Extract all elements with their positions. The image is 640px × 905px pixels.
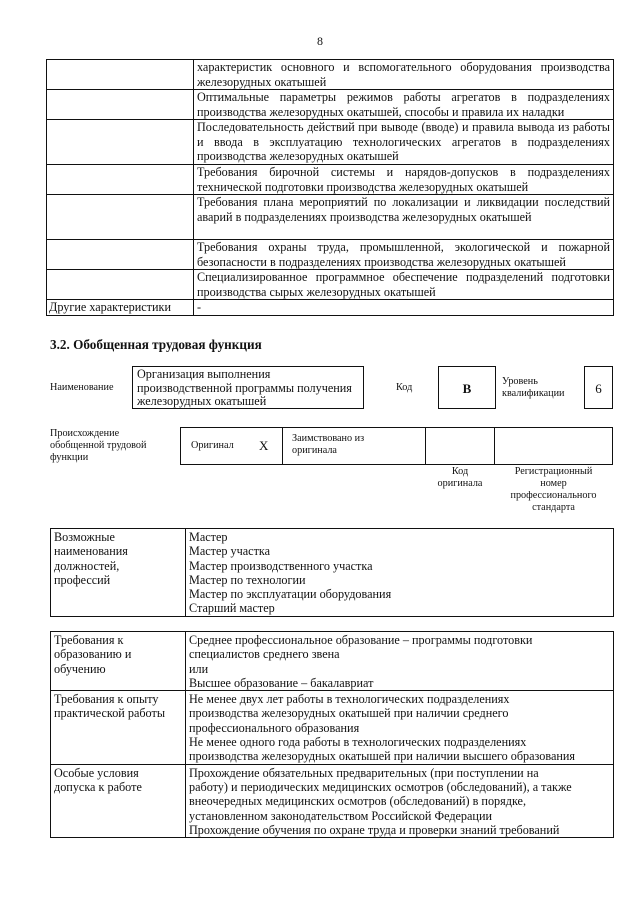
value-line: Прохождение обучения по охране труда и проверки знаний требований xyxy=(189,822,560,837)
row-label xyxy=(47,240,194,270)
origin-table xyxy=(180,427,613,465)
caption-line: Регистрационный xyxy=(514,466,593,477)
row-value: характеристик основного и вспомогательного оборудования производства железорудных окатышей xyxy=(194,60,614,90)
level-value-box: 6 xyxy=(584,366,613,409)
divider xyxy=(282,428,283,464)
function-name-line: Организация выполнения xyxy=(137,367,271,381)
origin-label xyxy=(50,428,146,464)
name-label: Наименование xyxy=(50,382,114,393)
table-row xyxy=(47,240,614,270)
row-value: Требования бирочной системы и нарядов-допусков в подразделениях технической подготовки производства железорудных окатышей xyxy=(194,165,614,195)
table-row xyxy=(47,60,614,90)
row-label: Другие характеристики xyxy=(47,300,194,316)
caption-line: оригинала xyxy=(437,478,483,489)
value-line: работу) и периодических медицинских осмотров (обследований), а также xyxy=(189,779,572,794)
page-number: 8 xyxy=(317,34,323,48)
level-label-line: Уровень xyxy=(502,376,538,387)
list-item: Мастер xyxy=(189,530,228,544)
table-row xyxy=(51,529,614,617)
borrowed-label-line: оригинала xyxy=(292,445,337,456)
label-line: образованию и xyxy=(54,647,132,662)
row-label xyxy=(47,120,194,165)
label-line: Возможные xyxy=(54,530,115,544)
row-value: Требования плана мероприятий по локализации и ликвидации последствий аварий в подразделениях производства железорудных окатышей xyxy=(194,195,614,240)
table-row xyxy=(51,764,614,837)
value-line: установленном законодательством Российской Федерации xyxy=(189,808,493,823)
requirement-label xyxy=(51,764,186,837)
table-row xyxy=(47,120,614,165)
divider xyxy=(494,428,495,464)
caption-line: номер xyxy=(540,478,567,489)
value-line: Высшее образование – бакалавриат xyxy=(189,675,374,690)
original-mark: X xyxy=(259,438,269,453)
list-item: Старший мастер xyxy=(189,601,275,616)
row-label xyxy=(47,165,194,195)
value-line: внеочередных медицинских осмотров (обследований) в порядке, xyxy=(189,794,527,809)
value-line: производства железорудных окатышей при наличии среднего xyxy=(189,706,509,721)
label-line: допуска к работе xyxy=(54,779,142,794)
table-row xyxy=(51,691,614,764)
value-line: производства железорудных окатышей при наличии высшего образования xyxy=(189,749,576,764)
reg-number-caption xyxy=(494,466,613,514)
caption-line: профессионального xyxy=(510,490,597,501)
label-line: наименования xyxy=(54,544,128,559)
caption-line: стандарта xyxy=(532,502,575,513)
code-origin-caption xyxy=(423,466,497,490)
table-row xyxy=(47,195,614,240)
row-value: Последовательность действий при выводе (вводе) и правила вывода из работы и ввода в эксплуатацию технологических агрегатов в подразделениях производства железорудных окатышей xyxy=(194,120,614,165)
row-label xyxy=(47,195,194,240)
value-line: Прохождение обязательных предварительных (при поступлении на xyxy=(189,765,539,780)
row-label xyxy=(47,90,194,120)
code-value-box: B xyxy=(438,366,496,409)
requirement-value xyxy=(186,764,614,837)
table-row xyxy=(51,632,614,691)
section-title: 3.2. Обобщенная трудовая функция xyxy=(50,337,262,352)
label-line: Требования к опыту xyxy=(54,692,159,707)
function-name-line: производственной программы получения xyxy=(137,380,352,395)
label-line: профессий xyxy=(54,572,111,587)
requirement-value xyxy=(186,691,614,764)
origin-label-line: Происхождение xyxy=(50,428,120,439)
function-name-line: железорудных окатышей xyxy=(137,394,267,409)
list-item: Мастер по эксплуатации оборудования xyxy=(189,587,392,602)
requirements-table xyxy=(50,631,614,838)
caption-line: Код xyxy=(451,466,469,477)
row-value: Требования охраны труда, промышленной, экологической и пожарной безопасности в подразделениях производства железорудных окатышей xyxy=(194,240,614,270)
value-line: Среднее профессиональное образование – программы подготовки xyxy=(189,633,533,647)
level-label-line: квалификации xyxy=(502,388,565,399)
table-row xyxy=(47,90,614,120)
positions-label xyxy=(51,529,186,617)
knowledge-table xyxy=(46,59,614,316)
origin-label-line: обобщенной трудовой xyxy=(50,440,147,451)
row-value: Оптимальные параметры режимов работы агрегатов в подразделениях производства железорудных окатышей, способы и правила их наладки xyxy=(194,90,614,120)
code-label: Код xyxy=(396,382,413,393)
level-label xyxy=(502,376,565,400)
value-line: профессионального образования xyxy=(189,720,360,735)
borrowed-label-line: Заимствовано из xyxy=(292,433,365,444)
value-line: Не менее одного года работы в технологических подразделениях xyxy=(189,735,527,750)
label-line: практической работы xyxy=(54,706,166,721)
table-row xyxy=(47,300,614,316)
function-name-box xyxy=(132,366,364,409)
list-item: Мастер по технологии xyxy=(189,572,306,587)
requirement-label xyxy=(51,632,186,691)
value-line: специалистов среднего звена xyxy=(189,647,340,662)
origin-label-line: функции xyxy=(50,452,89,463)
list-item: Мастер производственного участка xyxy=(189,558,373,573)
row-value: - xyxy=(194,300,614,316)
row-value: Специализированное программное обеспечение подразделений подготовки производства сырых железорудных окатышей xyxy=(194,270,614,300)
positions-table xyxy=(50,528,614,617)
label-line: Особые условия xyxy=(54,765,139,780)
label-line: должностей, xyxy=(54,558,120,573)
divider xyxy=(425,428,426,464)
row-label xyxy=(47,270,194,300)
table-row xyxy=(47,165,614,195)
label-line: обучению xyxy=(54,661,106,676)
value-line: или xyxy=(189,661,209,676)
value-line: Не менее двух лет работы в технологических подразделениях xyxy=(189,692,510,707)
requirement-label xyxy=(51,691,186,764)
positions-list xyxy=(186,529,614,617)
borrowed-label xyxy=(292,433,364,457)
label-line: Требования к xyxy=(54,633,124,647)
table-row xyxy=(47,270,614,300)
list-item: Мастер участка xyxy=(189,544,271,559)
row-label xyxy=(47,60,194,90)
requirement-value xyxy=(186,632,614,691)
original-label: Оригинал xyxy=(191,440,234,451)
